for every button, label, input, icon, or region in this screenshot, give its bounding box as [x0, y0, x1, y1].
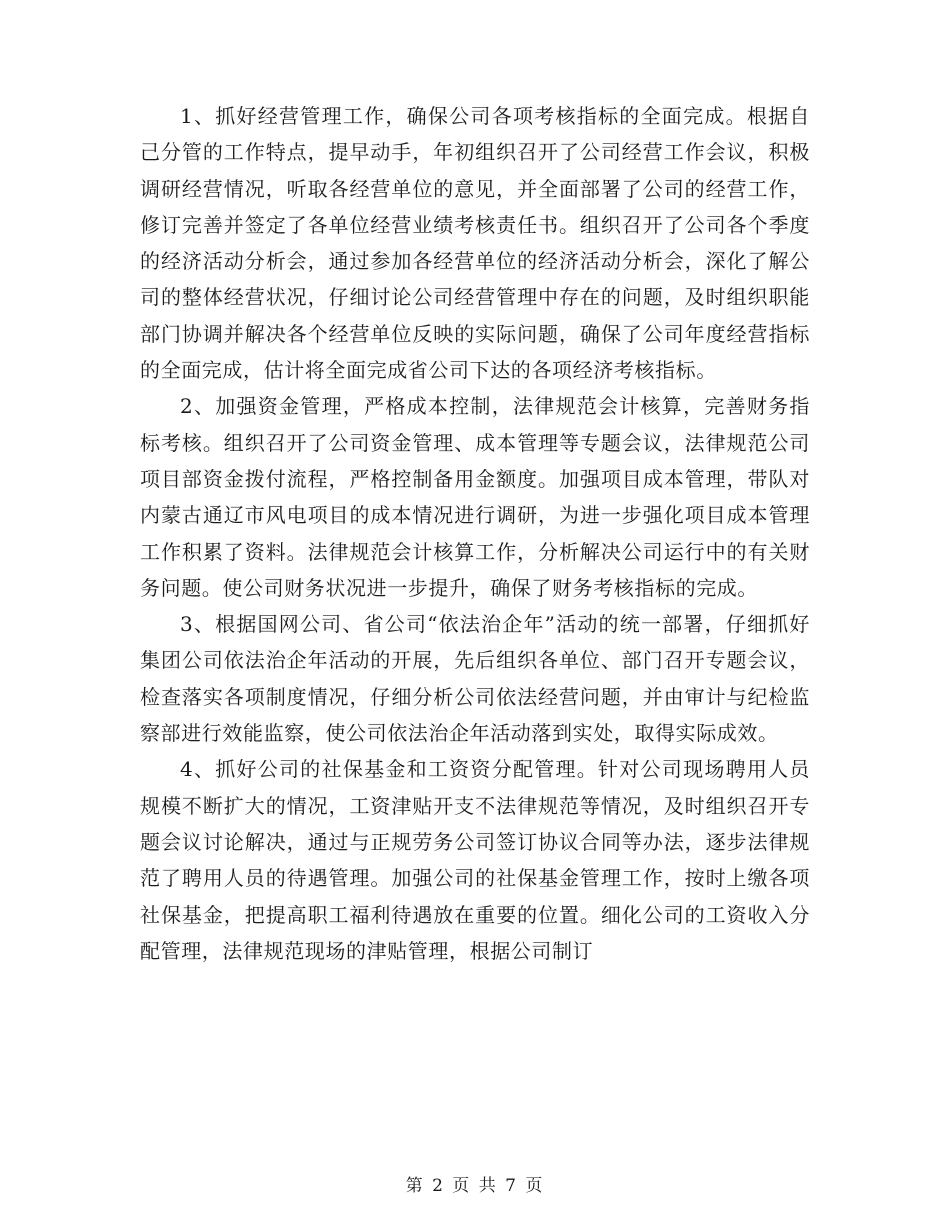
page-footer [0, 1171, 950, 1196]
paragraph-2: 2、加强资金管理，严格成本控制，法律规范会计核算，完善财务指标考核。组织召开了公司资金管理、成本管理等专题会议，法律规范公司项目部资金拨付流程，严格控制备用金额度。加强项目成本管理，带队对内蒙古通辽市风电项目的成本情况进行调研，为进一步强化项目成本管理工作积累了资料。法律规范会计核算工作，分析解决公司运行中的有关财务问题。使公司财务状况进一步提升，确保了财务考核指标的完成。 [140, 394, 810, 600]
document-body [140, 98, 810, 969]
paragraph-3: 3、根据国网公司、省公司“依法治企年”活动的统一部署，仔细抓好集团公司依法治企年活动的开展，先后组织各单位、部门召开专题会议，检查落实各项制度情况，仔细分析公司依法经营问题，并由审计与纪检监察部进行效能监察，使公司依法治企年活动落到实处，取得实际成效。 [140, 612, 810, 746]
paragraph-1: 1、抓好经营管理工作，确保公司各项考核指标的全面完成。根据自己分管的工作特点，提早动手，年初组织召开了公司经营工作会议，积极调研经营情况，听取各经营单位的意见，并全面部署了公司的经营工作，修订完善并签定了各单位经营业绩考核责任书。组织召开了公司各个季度的经济活动分析会，通过参加各经营单位的经济活动分析会，深化了解公司的整体经营状况，仔细讨论公司经营管理中存在的问题，及时组织职能部门协调并解决各个经营单位反映的实际问题，确保了公司年度经营指标的全面完成，估计将全面完成省公司下达的各项经济考核指标。 [140, 104, 810, 383]
paragraph-4: 4、抓好公司的社保基金和工资资分配管理。针对公司现场聘用人员规模不断扩大的情况，工资津贴开支不法律规范等情况，及时组织召开专题会议讨论解决，通过与正规劳务公司签订协议合同等办法，逐步法律规范了聘用人员的待遇管理。加强公司的社保基金管理工作，按时上缴各项社保基金，把提高职工福利待遇放在重要的位置。细化公司的工资收入分配管理，法律规范现场的津贴管理，根据公司制订 [140, 757, 810, 963]
page-number: 第 2 页 共 7 页 [405, 1176, 545, 1196]
